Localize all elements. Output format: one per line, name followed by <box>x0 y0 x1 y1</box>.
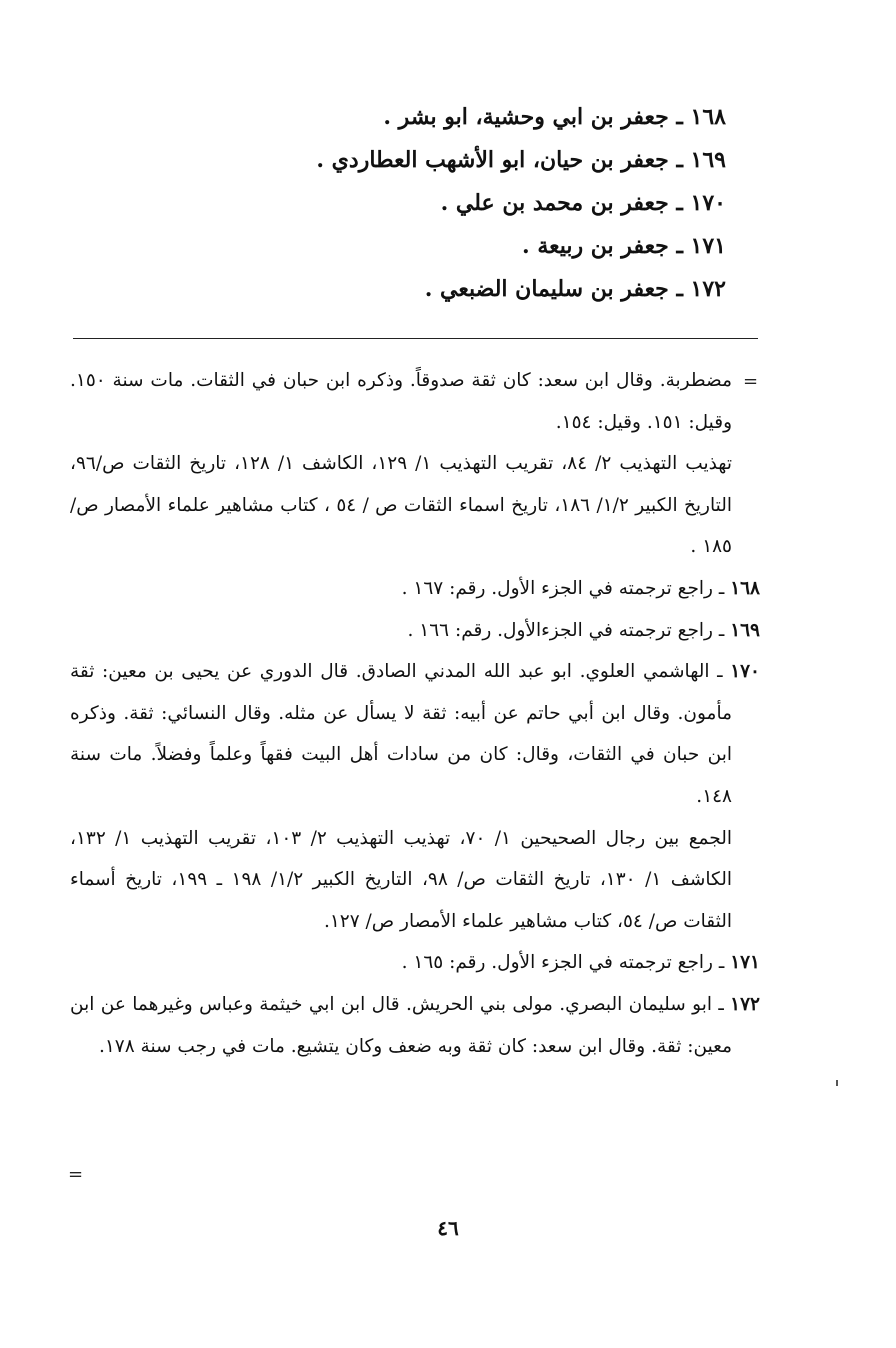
footnote-171 <box>70 942 760 984</box>
footnotes <box>70 360 760 1067</box>
entry-168: ١٦٨ ـ جعفر بن ابي وحشية، ابو بشر . <box>383 104 726 130</box>
continuation-mark-top: = <box>743 371 759 392</box>
footnote-text: تهذيب التهذيب ٢/ ٨٤، تقريب التهذيب ١/ ١٢٩، الكاشف ١/ ١٢٨، تاريخ الثقات ص/٩٦، التاريخ الكبير ١/٢/ ١٨٦، تاريخ اسماء الثقات ص / ٥٤ ، كتاب مشاهير علماء الأمصار ص/ ١٨٥ . <box>70 453 732 558</box>
footnote-168 <box>70 568 760 610</box>
footnote-text: مضطربة. وقال ابن سعد: كان ثقة صدوقاً. وذكره ابن حبان في الثقات. مات سنة ١٥٠. وقيل: ١٥١. وقيل: ١٥٤. <box>70 370 732 433</box>
footnote-text: ـ ابو سليمان البصري. مولى بني الحريش. قال ابن ابي خيثمة وعباس وغيرهما عن ابن معين: ثقة. وقال ابن سعد: كان ثقة وبه ضعف وكان يتشيع. مات في رجب سنة ١٧٨. <box>70 993 732 1057</box>
footnote-number: ١٦٩ <box>730 619 760 641</box>
footnote-text: الجمع بين رجال الصحيحين ١/ ٧٠، تهذيب التهذيب ٢/ ١٠٣، تقريب التهذيب ١/ ١٣٢، الكاشف ١/ ١٣٠، تاريخ الثقات ص/ ٩٨، التاريخ الكبير ١/٢/ ١٩٨ ـ ١٩٩، تاريخ أسماء الثقات ص/ ٥٤، كتاب مشاهير علماء الأمصار ص/ ١٢٧. <box>70 827 732 932</box>
footnote-text: ـ راجع ترجمته في الجزءالأول. رقم: ١٦٦ . <box>407 619 725 641</box>
footnote-number: ١٧١ <box>730 952 760 974</box>
scan-speck <box>836 1080 838 1086</box>
footnote-text: ـ الهاشمي العلوي. ابو عبد الله المدني الصادق. قال الدوري عن يحيى بن معين: ثقة مأمون. وقال ابن أبي حاتم عن أبيه: ثقة لا يسأل عن مثله. وقال النسائي: ثقة. وذكره ابن حبان في الثقات، وقال: كان من سادات أهل البيت فقهاً وعلماً وفضلاً. مات سنة ١٤٨. <box>70 661 732 807</box>
footnote-continued-text <box>70 360 760 443</box>
entry-172: ١٧٢ ـ جعفر بن سليمان الضبعي . <box>424 276 726 302</box>
footnote-number: ١٦٨ <box>730 577 760 599</box>
entry-170: ١٧٠ ـ جعفر بن محمد بن علي . <box>440 190 726 216</box>
entry-171: ١٧١ ـ جعفر بن ربيعة . <box>522 233 726 259</box>
footnote-text: ـ راجع ترجمته في الجزء الأول. رقم: ١٦٥ . <box>401 952 725 974</box>
continuation-mark-bottom: = <box>68 1164 84 1185</box>
entry-169: ١٦٩ ـ جعفر بن حيان، ابو الأشهب العطاردي . <box>316 147 726 173</box>
footnote-text: ـ راجع ترجمته في الجزء الأول. رقم: ١٦٧ . <box>401 577 725 599</box>
footnote-169 <box>70 610 760 652</box>
footnote-sources <box>70 443 760 568</box>
footnote-number: ١٧٢ <box>730 993 760 1015</box>
footnote-number: ١٧٠ <box>730 661 760 683</box>
page-number: ٤٦ <box>437 1216 459 1240</box>
footnote-172 <box>70 984 760 1067</box>
footnote-170-sources <box>70 818 760 943</box>
footnote-170 <box>70 651 760 817</box>
footnote-divider <box>73 338 758 339</box>
entry-list <box>166 96 726 311</box>
